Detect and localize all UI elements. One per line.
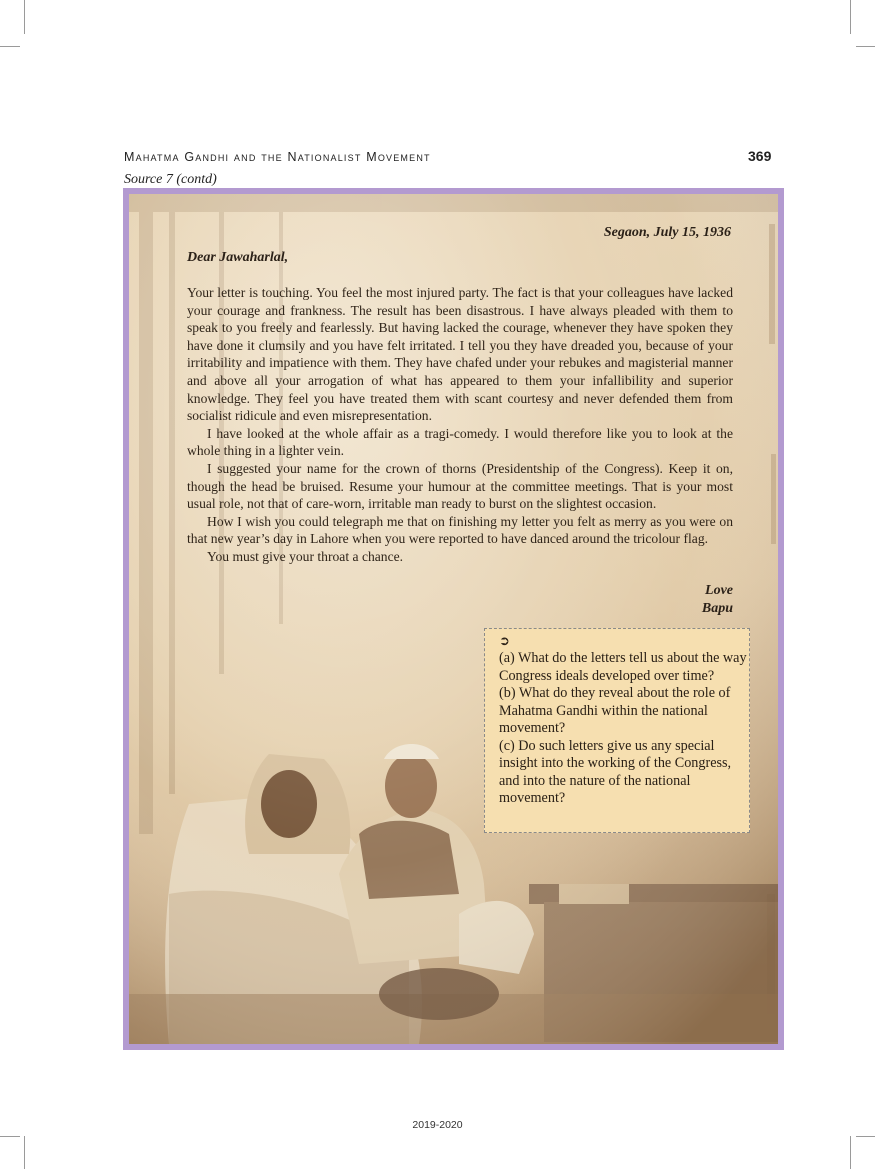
crop-mark xyxy=(0,1136,20,1137)
letter-salutation: Dear Jawaharlal, xyxy=(187,250,289,265)
footer-year: 2019-2020 xyxy=(412,1119,463,1131)
letter-paragraph: I have looked at the whole affair as a tragi-comedy. I would therefore like you to look at the whole thing in a lighter vein. xyxy=(187,425,733,459)
question-item: (c) Do such letters give us any special insight into the working of the Congress, and into the nature of the national movement? xyxy=(499,737,732,806)
crop-mark xyxy=(856,46,875,47)
arrow-right-circle-icon: ➲ xyxy=(499,634,510,649)
letter-body xyxy=(187,284,733,566)
crop-mark xyxy=(24,1136,25,1169)
page-number: 369 xyxy=(748,148,772,164)
letter-date-line: Segaon, July 15, 1936 xyxy=(603,225,731,240)
letter-paragraph: You must give your throat a chance. xyxy=(207,548,404,564)
source-label: Source 7 (contd) xyxy=(124,172,217,187)
question-item: (b) What do they reveal about the role of Mahatma Gandhi within the national movement? xyxy=(499,685,731,736)
running-head: Mahatma Gandhi and the Nationalist Movement xyxy=(124,150,431,164)
letter-paragraph: Your letter is touching. You feel the most injured party. The fact is that your colleagues have lacked your courage and frankness. The result has been disastrous. I have always pleaded with them to speak to you freely and fearlessly. But having lacked the courage, whenever they have spoken they have done it clumsily and you have felt irritated. I tell you they have dreaded you, because of your irritability and impatience with them. They have chafed under your rebukes and magisterial manner and above all your arrogation of what has appeared to them your infallibility and superior knowledge. They feel you have treated them with scant courtesy and never defended them from socialist ridicule and even misrepresentation. xyxy=(187,285,733,424)
source-frame xyxy=(123,188,784,1050)
question-box xyxy=(484,628,750,833)
crop-mark xyxy=(850,1136,851,1169)
crop-mark xyxy=(850,0,851,34)
crop-mark xyxy=(0,46,20,47)
signature: Bapu xyxy=(701,601,733,616)
letter-closing xyxy=(629,582,733,618)
letter-paragraph: I suggested your name for the crown of thorns (Presidentship of the Congress). Keep it on, though the head be bruised. Resume your humour at the committee meetings. That is your most usual role, not that of care-worn, irritable man ready to burst on the slightest occasion. xyxy=(187,460,733,512)
letter-paragraph: How I wish you could telegraph me that on finishing my letter you felt as merry as you were on that new year’s day in Lahore when you were reported to have danced around the tricolour flag. xyxy=(187,513,733,547)
crop-mark xyxy=(24,0,25,34)
crop-mark xyxy=(856,1136,875,1137)
sepia-photo-background xyxy=(129,194,778,1044)
closing-word: Love xyxy=(705,583,733,598)
question-item: (a) What do the letters tell us about the way Congress ideals developed over time? xyxy=(499,650,747,684)
